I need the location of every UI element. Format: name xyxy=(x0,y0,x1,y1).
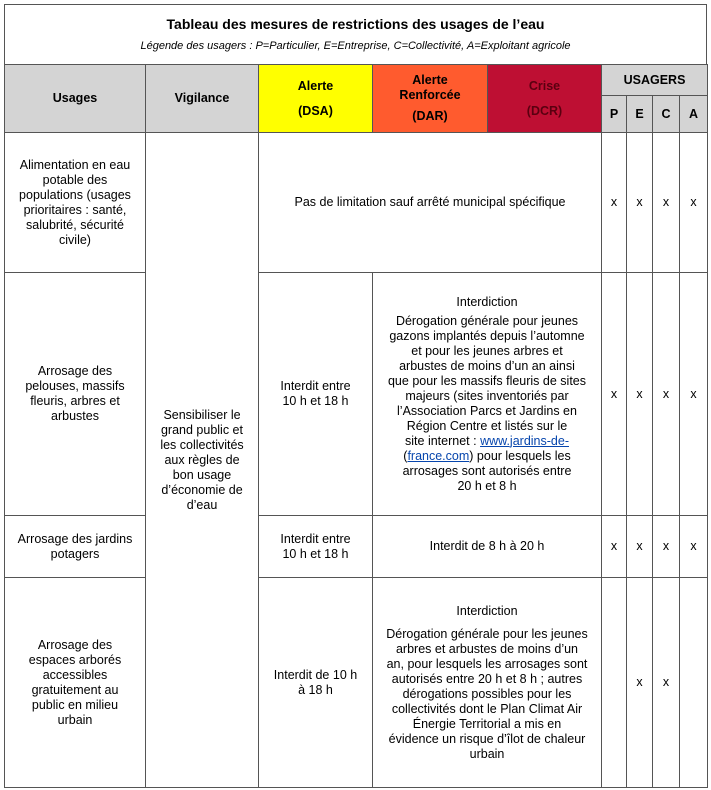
derogation-line: Dérogation générale pour les jeunes xyxy=(386,626,588,641)
derogation-line: l’Association Parcs et Jardins en xyxy=(397,403,577,418)
vigilance-line: bon usage xyxy=(172,467,232,482)
interdiction-title: Interdiction xyxy=(456,294,518,309)
after-link-text: ) pour lesquels les xyxy=(469,448,571,463)
header-alerte-renforcee-line1: Alerte xyxy=(412,73,448,87)
vigilance-line: d’eau xyxy=(186,497,218,512)
usage-line: populations (usages xyxy=(19,187,131,202)
alerte-line: Interdit entre xyxy=(280,531,351,546)
usage-line: potagers xyxy=(50,546,100,561)
usage-line: arbustes xyxy=(51,409,99,423)
header-usages: Usages xyxy=(5,65,146,133)
usage-cell xyxy=(5,516,146,578)
alerte-cell xyxy=(259,516,373,578)
derogation-line-link2: (france.com) pour lesquels les xyxy=(403,448,571,463)
header-usagers: USAGERS xyxy=(602,65,708,96)
document-page xyxy=(4,4,707,788)
header-alerte-renforcee xyxy=(373,65,488,133)
usager-e-mark: x xyxy=(627,133,653,273)
usager-a-mark xyxy=(680,578,708,788)
usager-p-mark: x xyxy=(602,273,627,516)
table-row xyxy=(5,516,708,578)
renforcee-crise-cell: Interdit de 8 h à 20 h xyxy=(373,516,602,578)
usage-cell xyxy=(5,133,146,273)
derogation-line: et pour les jeunes arbres et xyxy=(411,343,563,358)
usage-line: gratuitement au xyxy=(31,682,119,697)
table-row xyxy=(5,273,708,516)
header-alerte-renforcee-code: (DAR) xyxy=(412,109,448,123)
vigilance-cell xyxy=(146,133,259,788)
usage-line: civile) xyxy=(59,232,91,247)
header-alerte-label: Alerte xyxy=(297,78,334,93)
derogation-line: Dérogation générale pour jeunes xyxy=(395,313,579,328)
alerte-line: Interdit de 10 h xyxy=(273,667,358,682)
derogation-line: arrosages sont autorisés entre xyxy=(402,463,572,478)
derogation-line: arbres et arbustes de moins d’un xyxy=(395,641,579,656)
derogation-line: collectivités dont le Plan Climat Air xyxy=(391,701,583,716)
renforcee-crise-cell xyxy=(373,273,602,516)
vigilance-line: Sensibiliser le xyxy=(163,407,241,422)
vigilance-line: aux règles de xyxy=(164,452,240,467)
usager-p-mark: x xyxy=(602,133,627,273)
no-limitation-cell: Pas de limitation sauf arrêté municipal spécifique xyxy=(259,133,602,273)
derogation-line: an, pour lesquels les arrosages sont xyxy=(386,656,588,671)
usage-line: prioritaires : santé, xyxy=(23,202,127,217)
interdiction-title: Interdiction xyxy=(456,603,518,618)
usager-c-mark: x xyxy=(653,578,680,788)
header-alerte-renforcee-line2: Renforcée xyxy=(399,88,461,102)
vigilance-line: grand public et xyxy=(160,422,243,437)
derogation-line: 20 h et 8 h xyxy=(457,478,517,493)
vigilance-line: d’économie de xyxy=(161,482,243,497)
title-box xyxy=(4,4,707,64)
usage-line: Arrosage des xyxy=(37,637,113,652)
alerte-line: 10 h et 18 h xyxy=(282,546,349,561)
usager-p-mark: x xyxy=(602,516,627,578)
usage-line: Arrosage des jardins xyxy=(17,531,133,546)
header-crise-label: Crise xyxy=(528,78,561,93)
table-row xyxy=(5,133,708,273)
usager-e-mark: x xyxy=(627,578,653,788)
header-c: C xyxy=(653,96,680,133)
usager-e-mark: x xyxy=(627,273,653,516)
usage-line: accessibles xyxy=(42,667,108,682)
usage-line: espaces arborés xyxy=(28,652,122,667)
usager-a-mark: x xyxy=(680,133,708,273)
renforcee-crise-cell xyxy=(373,578,602,788)
vigilance-line: les collectivités xyxy=(160,437,244,452)
usage-cell xyxy=(5,273,146,516)
site-prefix: site internet : xyxy=(405,433,481,448)
alerte-cell xyxy=(259,578,373,788)
derogation-line: urbain xyxy=(469,746,505,761)
derogation-line: majeurs (sites inventoriés par xyxy=(405,388,569,403)
table-title: Tableau des mesures de restrictions des usages de l’eau xyxy=(166,16,545,32)
table-row xyxy=(5,578,708,788)
restrictions-table xyxy=(4,64,708,788)
header-alerte-code: (DSA) xyxy=(298,103,333,118)
usage-line: Alimentation en eau xyxy=(19,157,131,172)
header-alerte xyxy=(259,65,373,133)
usage-line: Arrosage des xyxy=(37,364,113,378)
usage-line: salubrité, sécurité xyxy=(26,217,124,232)
derogation-line: évidence un risque d’îlot de chaleur xyxy=(388,731,586,746)
usage-line: potable des xyxy=(42,172,108,187)
usage-line: pelouses, massifs xyxy=(25,379,125,393)
usager-a-mark: x xyxy=(680,273,708,516)
alerte-line: Interdit entre xyxy=(280,379,351,393)
header-a: A xyxy=(680,96,708,133)
usager-a-mark: x xyxy=(680,516,708,578)
derogation-line: Région Centre et listés sur le xyxy=(406,418,568,433)
header-vigilance: Vigilance xyxy=(146,65,259,133)
users-legend: Légende des usagers : P=Particulier, E=Entreprise, C=Collectivité, A=Exploitant agricole xyxy=(140,40,571,52)
usager-c-mark: x xyxy=(653,273,680,516)
usager-p-mark xyxy=(602,578,627,788)
derogation-line: dérogations possibles pour les xyxy=(402,686,572,701)
derogation-line: arbustes de moins d’un an ainsi xyxy=(399,358,575,373)
usager-c-mark: x xyxy=(653,133,680,273)
usage-line: fleuris, arbres et xyxy=(30,394,120,408)
header-p: P xyxy=(602,96,627,133)
derogation-line-link xyxy=(377,434,597,449)
jardins-link-part2[interactable]: france.com xyxy=(407,448,470,463)
usage-line: public en milieu xyxy=(31,697,119,712)
derogation-line: autorisés entre 20 h et 8 h ; autres xyxy=(391,671,583,686)
alerte-cell xyxy=(259,273,373,516)
alerte-line: à 18 h xyxy=(298,682,333,697)
derogation-line: Énergie Territorial a mis en xyxy=(412,716,562,731)
usager-c-mark: x xyxy=(653,516,680,578)
usager-e-mark: x xyxy=(627,516,653,578)
usage-line: urbain xyxy=(57,712,93,727)
usage-cell xyxy=(5,578,146,788)
jardins-link-part1[interactable]: www.jardins-de- xyxy=(480,433,569,448)
derogation-line: que pour les massifs fleuris de sites xyxy=(387,373,586,388)
header-crise xyxy=(488,65,602,133)
alerte-line: 10 h et 18 h xyxy=(282,394,349,408)
header-crise-code: (DCR) xyxy=(526,103,563,118)
derogation-line: gazons implantés depuis l’automne xyxy=(389,328,585,343)
header-e: E xyxy=(627,96,653,133)
